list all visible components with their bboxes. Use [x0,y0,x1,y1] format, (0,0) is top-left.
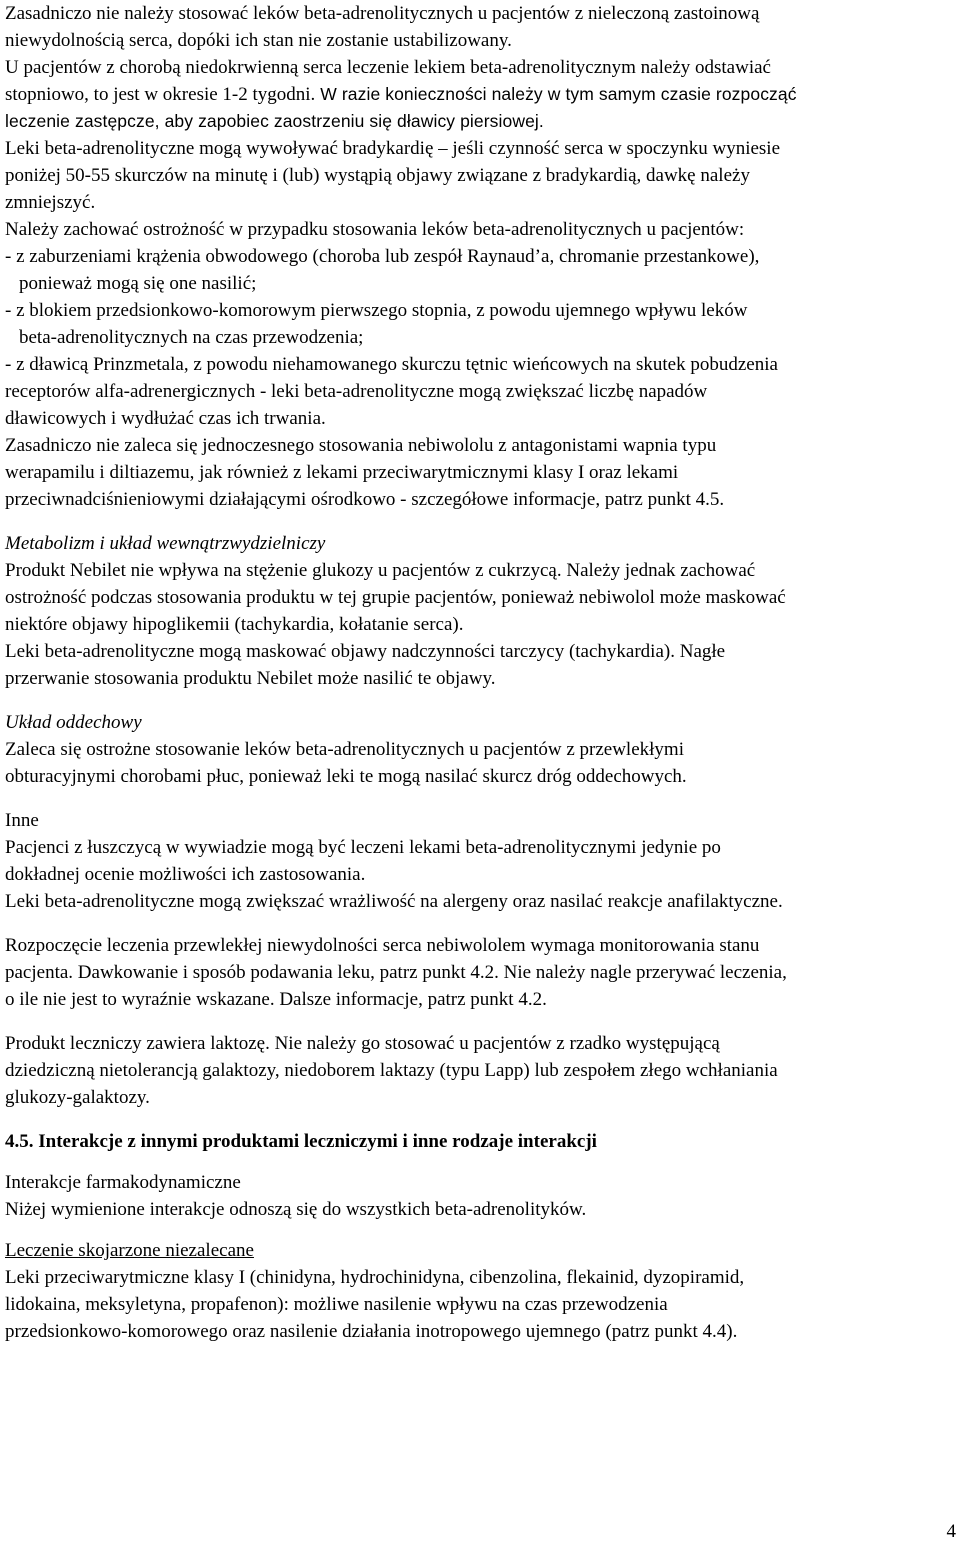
text-line: przeciwnadciśnieniowymi działającymi ośrodkowo - szczegółowe informacje, patrz punkt 4.5. [5,489,725,510]
text-line: Leki przeciwarytmiczne klasy I (chinidyna, hydrochinidyna, cibenzolina, flekainid, dyzopiramid, [5,1267,745,1288]
section-heading-other: Inne [5,810,39,831]
text-line: poniżej 50-55 skurczów na minutę i (lub) wystąpią objawy związane z bradykardią, dawkę należy [5,165,750,186]
text-line: leczenie zastępcze, aby zapobiec zaostrzeniu się dławicy piersiowej. [5,111,544,131]
text-line: o ile nie jest to wyraźnie wskazane. Dalsze informacje, patrz punkt 4.2. [5,989,547,1010]
text-line-mixed [5,81,957,108]
text-line: Produkt leczniczy zawiera laktozę. Nie należy go stosować u pacjentów z rzadko występującą [5,1033,720,1054]
text-segment: stopniowo, to jest w okresie 1-2 tygodni. [5,84,316,105]
paragraph-gap [5,692,957,709]
text-line: Leki beta-adrenolityczne mogą zwiększać wrażliwość na alergeny oraz nasilać reakcje anafilaktyczne. [5,891,783,912]
paragraph-gap [5,1013,957,1030]
page-number: 4 [946,1521,956,1542]
text-segment-sans: W razie konieczności należy w tym samym czasie rozpocząć [315,84,797,104]
paragraph-gap [5,1155,957,1169]
text-line: niektóre objawy hipoglikemii (tachykardia, kołatanie serca). [5,614,464,635]
text-line: Leki beta-adrenolityczne mogą maskować objawy nadczynności tarczycy (tachykardia). Nagłe [5,641,726,662]
text-line: dokładnej ocenie możliwości ich zastosowania. [5,864,366,885]
text-line: przedsionkowo-komorowego oraz nasilenie działania inotropowego ujemnego (patrz punkt 4.4). [5,1321,738,1342]
subsection-heading-not-recommended: Leczenie skojarzone niezalecane [5,1240,254,1261]
text-line: glukozy-galaktozy. [5,1087,150,1108]
text-line: Rozpoczęcie leczenia przewlekłej niewydolności serca nebiwololem wymaga monitorowania stanu [5,935,760,956]
text-line: zmniejszyć. [5,192,96,213]
list-item: - z blokiem przedsionkowo-komorowym pierwszego stopnia, z powodu ujemnego wpływu leków [5,300,748,321]
text-line: obturacyjnymi chorobami płuc, ponieważ leki te mogą nasilać skurcz dróg oddechowych. [5,766,687,787]
document-page [5,0,957,1345]
text-line: lidokaina, meksyletyna, propafenon): możliwe nasilenie wpływu na czas przewodzenia [5,1294,668,1315]
text-line: dziedziczną nietolerancją galaktozy, niedoborem laktazy (typu Lapp) lub zespołem złego wchłaniania [5,1060,778,1081]
section-heading-respiratory: Układ oddechowy [5,712,142,733]
list-item: - z dławicą Prinzmetala, z powodu niehamowanego skurczu tętnic wieńcowych na skutek pobudzenia [5,354,778,375]
text-line: Należy zachować ostrożność w przypadku stosowania leków beta-adrenolitycznych u pacjentów: [5,219,745,240]
list-item-continuation: dławicowych i wydłużać czas ich trwania. [5,408,326,429]
paragraph-gap [5,1111,957,1128]
text-line: Niżej wymienione interakcje odnoszą się do wszystkich beta-adrenolityków. [5,1199,587,1220]
list-item-continuation: ponieważ mogą się one nasilić; [19,273,257,294]
list-item-continuation: receptorów alfa-adrenergicznych - leki beta-adrenolityczne mogą zwiększać liczbę napadów [5,381,708,402]
text-line: werapamilu i diltiazemu, jak również z lekami przeciwarytmicznymi klasy I oraz lekami [5,462,679,483]
text-line: przerwanie stosowania produktu Nebilet może nasilić te objawy. [5,668,496,689]
list-item-continuation: beta-adrenolitycznych na czas przewodzenia; [19,327,364,348]
text-line: U pacjentów z chorobą niedokrwienną serca leczenie lekiem beta-adrenolitycznym należy odstawiać [5,57,771,78]
paragraph-gap [5,915,957,932]
text-line: Produkt Nebilet nie wpływa na stężenie glukozy u pacjentów z cukrzycą. Należy jednak zachować [5,560,756,581]
section-heading-metabolism: Metabolizm i układ wewnątrzwydzielniczy [5,533,326,554]
text-line: Pacjenci z łuszczycą w wywiadzie mogą być leczeni lekami beta-adrenolitycznymi jedynie po [5,837,721,858]
text-line: niewydolnością serca, dopóki ich stan nie zostanie ustabilizowany. [5,30,512,51]
text-line: Zasadniczo nie należy stosować leków beta-adrenolitycznych u pacjentów z nieleczoną zastoinową [5,3,760,24]
list-item: - z zaburzeniami krążenia obwodowego (choroba lub zespół Raynaud’a, chromanie przestankowe), [5,246,760,267]
paragraph-gap [5,513,957,530]
paragraph-gap [5,790,957,807]
paragraph-gap [5,1223,957,1237]
subsection-heading-pharmacodynamic: Interakcje farmakodynamiczne [5,1172,241,1193]
text-line: Leki beta-adrenolityczne mogą wywoływać bradykardię – jeśli czynność serca w spoczynku wyniesie [5,138,781,159]
text-line: pacjenta. Dawkowanie i sposób podawania leku, patrz punkt 4.2. Nie należy nagle przerywać leczenia, [5,962,787,983]
text-line: Zasadniczo nie zaleca się jednoczesnego stosowania nebiwololu z antagonistami wapnia typu [5,435,717,456]
text-line: Zaleca się ostrożne stosowanie leków beta-adrenolitycznych u pacjentów z przewlekłymi [5,739,684,760]
text-line: ostrożność podczas stosowania produktu w tej grupie pacjentów, ponieważ nebiwolol może maskować [5,587,786,608]
section-heading-4-5: 4.5. Interakcje z innymi produktami leczniczymi i inne rodzaje interakcji [5,1131,597,1152]
